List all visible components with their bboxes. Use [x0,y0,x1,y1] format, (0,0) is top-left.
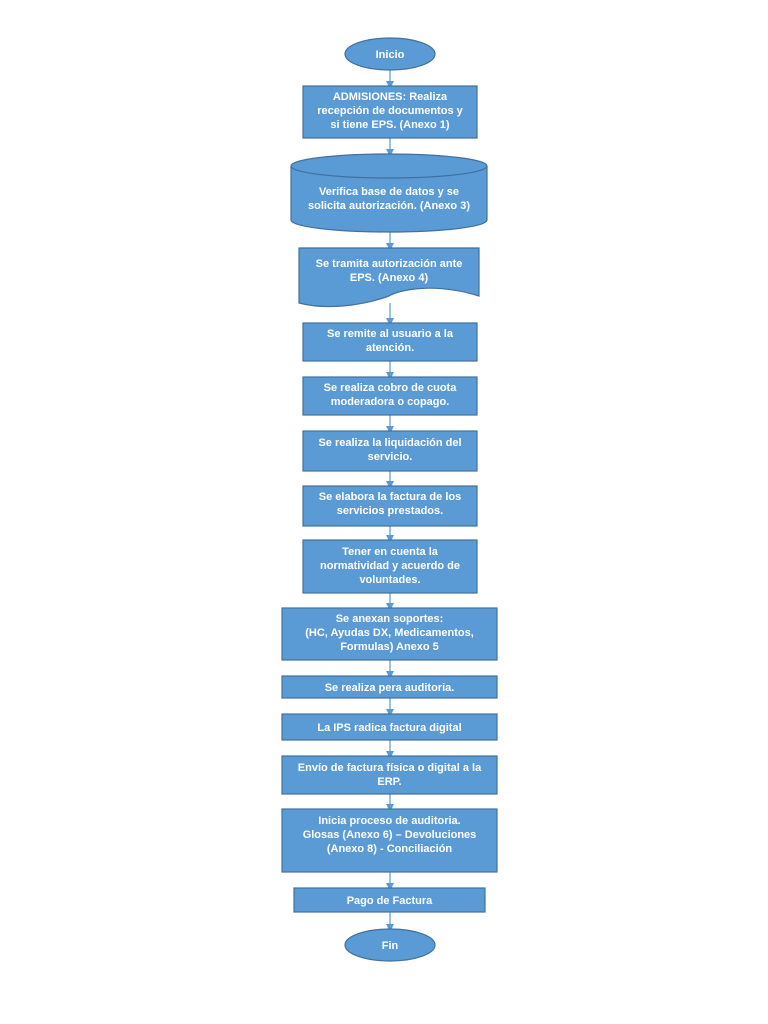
flow-node-label: (HC, Ayudas DX, Medicamentos, [305,627,474,639]
flow-node-label: Glosas (Anexo 6) – Devoluciones [302,829,477,841]
flow-node-label: (Anexo 8) - Conciliación [326,843,453,855]
flow-node-label: servicio. [367,451,413,463]
flow-node-label: Pago de Factura [346,895,433,907]
flow-node-remite [303,323,477,361]
flow-node-soportes [282,608,497,660]
flow-node-label: Verifica base de datos y se [318,186,460,198]
flow-node-label: Se elabora la factura de los [318,491,462,503]
flow-node-pera-auditoria [282,676,497,698]
flow-node-label: La IPS radica factura digital [317,722,462,734]
flow-node-label: Se anexan soportes: [335,613,444,625]
flow-node-liquidacion [303,431,477,471]
flow-node-label: Formulas) Anexo 5 [340,641,439,653]
flow-node-label: normatividad y acuerdo de [320,560,460,572]
flow-node-base-datos [291,154,487,232]
flow-node-label: atención. [365,342,415,354]
flow-node-label: Fin [381,940,399,952]
flow-node-tramita [299,248,479,307]
flow-node-label: Envío de factura física o digital a la [297,762,482,774]
flow-node-label: voluntades. [359,574,421,586]
flow-node-pago [294,888,485,912]
flow-node-label: Se realiza cobro de cuota [323,382,457,394]
flow-node-label: servicios prestados. [336,505,444,517]
flow-node-fin [345,929,435,961]
flow-node-inicio [345,38,435,70]
flow-node-label: Tener en cuenta la [342,546,438,558]
flow-node-label: moderadora o copago. [330,396,450,408]
flow-node-label: si tiene EPS. (Anexo 1) [330,119,450,131]
flow-node-label: Se tramita autorización ante [315,258,463,270]
flow-node-radica [282,714,497,740]
flow-node-proceso-auditoria [282,809,497,872]
flow-node-cobro [303,377,477,415]
flow-node-label: Inicia proceso de auditoria. [318,815,461,827]
flow-node-envio [282,756,497,794]
flow-node-factura [303,486,477,526]
flow-node-label: solicita autorización. (Anexo 3) [308,200,470,212]
flow-node-label: ADMISIONES: Realiza [332,91,448,103]
flow-node-label: Se realiza la liquidación del [318,437,462,449]
flow-node-label: Se remite al usuario a la [327,328,453,340]
flow-node-label: recepción de documentos y [317,105,463,117]
flow-node-normatividad [303,540,477,593]
flow-node-label: ERP. [377,776,402,788]
flow-node-label: EPS. (Anexo 4) [349,272,429,284]
flow-node-admisiones [303,86,477,138]
flow-node-label: Se realiza pera auditoria. [324,682,455,694]
flow-node-label: Inicio [375,49,405,61]
